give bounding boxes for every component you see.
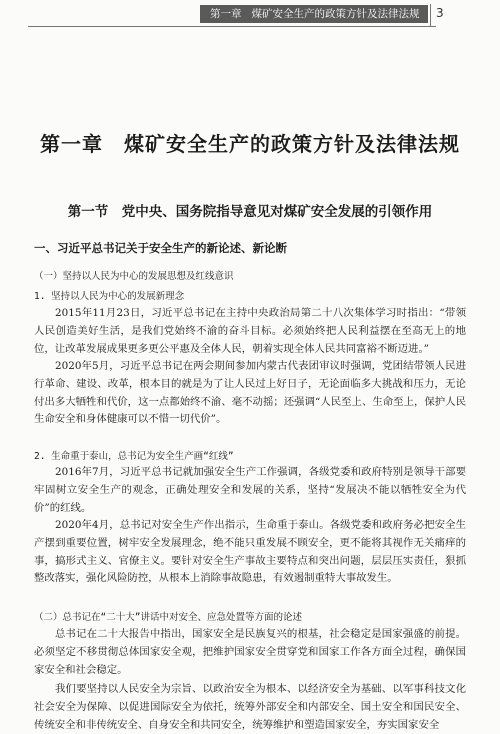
- paragraph: 我们要坚持以人民安全为宗旨、以政治安全为根本、以经济安全为基础、以军事科技文化社会安全为保障、以促进国际安全为依托，统筹外部安全和内部安全、国土安全和国民安全、传统安全和非传统安全、自身安全和共同安全，统筹维护和塑造国家安全，夯实国家安全: [34, 683, 466, 731]
- header-chapter: 第一章: [210, 8, 242, 20]
- heading-level-3: 2. 生命重于泰山，总书记为安全生产画“红线”: [34, 451, 234, 462]
- paragraph: 2020年5月，习近平总书记在两会期间参加内蒙古代表团审议时强调，党团结带领人民进行革命、建设、改革，根本目的就是为了让人民过上好日子，无论面临多大挑战和压力，无论付出多大牺牲和代价，这一点都始终不渝、毫不动摇；还强调“人民至上、生命至上，保护人民生命安全和身体健康可以不惜一切代价”。: [34, 360, 466, 426]
- running-header: [200, 5, 428, 23]
- heading-level-1: 一、习近平总书记关于安全生产的新论述、新论断: [34, 241, 287, 255]
- header-rule: [28, 26, 436, 27]
- paragraph: 2015年11月23日，习近平总书记在主持中央政治局第二十八次集体学习时指出：“带领人民创造美好生活，是我们党始终不渝的奋斗目标。必须始终把人民利益摆在至高无上的地位，让改革发展成果更多更公平惠及全体人民，朝着实现全体人民共同富裕不断迈进。”: [34, 307, 466, 355]
- page-number: 3: [436, 6, 444, 20]
- paragraph: 2016年7月，习近平总书记就加强安全生产工作强调，各级党委和政府特别是领导干部要牢固树立安全生产的观念，正确处理安全和发展的关系，坚持“发展决不能以牺牲安全为代价”的红线。: [34, 466, 466, 514]
- heading-level-2: （二）总书记在“二十大”讲话中对安全、应急处置等方面的论述: [34, 612, 302, 623]
- header-chapter-name: 煤矿安全生产的政策方针及法律法规: [251, 8, 420, 20]
- chapter-title: 第一章 煤矿安全生产的政策方针及法律法规: [40, 132, 460, 156]
- section-title: 第一节 党中央、国务院指导意见对煤矿安全发展的引领作用: [67, 204, 433, 220]
- heading-level-3: 1. 坚持以人民为中心的发展新理念: [34, 291, 185, 302]
- paragraph: 总书记在二十大报告中指出，国家安全是民族复兴的根基，社会稳定是国家强盛的前提。必须坚定不移贯彻总体国家安全观，把维护国家安全贯穿党和国家工作各方面全过程，确保国家安全和社会稳定。: [34, 628, 466, 676]
- header-divider: [430, 4, 431, 26]
- heading-level-2: （一）坚持以人民为中心的发展思想及红线意识: [34, 271, 234, 282]
- paragraph: 2020年4月，总书记对安全生产作出指示，生命重于泰山。各级党委和政府务必把安全生产摆到重要位置，树牢安全发展理念，绝不能只重发展不顾安全，更不能将其视作无关痛痒的事，搞形式主义、官僚主义。要针对安全生产事故主要特点和突出问题，层层压实责任，狠抓整改落实，强化风险防控，从根本上消除事故隐患，有效遏制重特大事故发生。: [34, 519, 466, 585]
